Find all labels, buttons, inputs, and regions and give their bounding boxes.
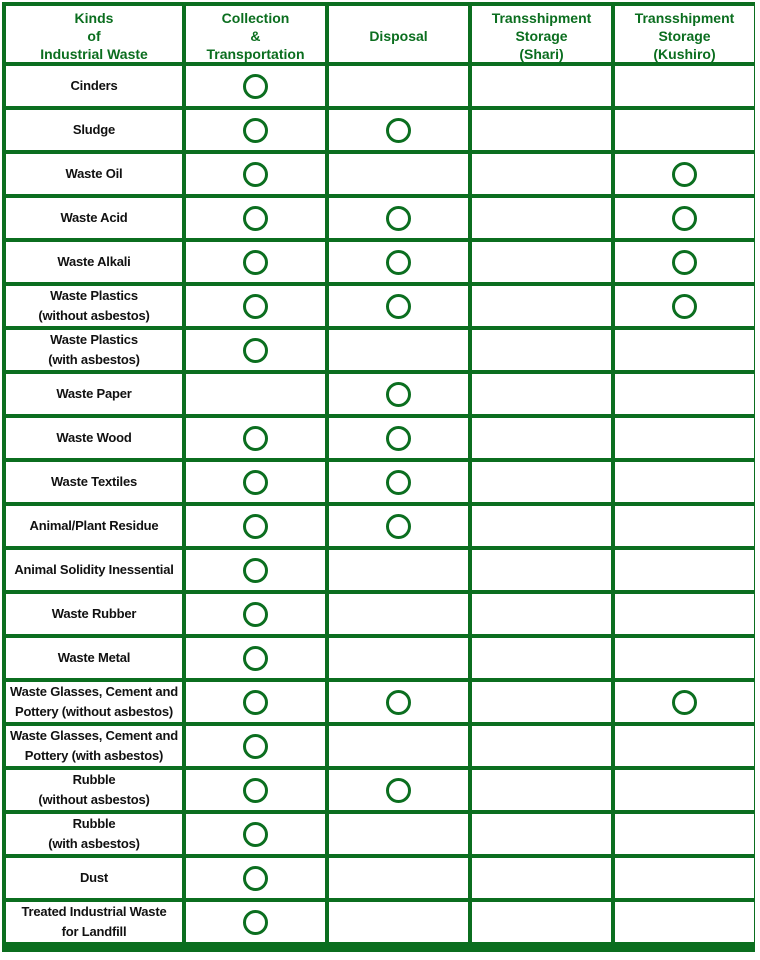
circle-mark-icon xyxy=(243,206,268,231)
table-cell-collection-transportation xyxy=(186,418,325,458)
table-cell-transshipment-kushiro xyxy=(615,814,754,854)
table-cell-transshipment-shari xyxy=(472,66,611,106)
table-cell-transshipment-kushiro xyxy=(615,286,754,326)
circle-mark-icon xyxy=(243,690,268,715)
table-cell-transshipment-shari xyxy=(472,462,611,502)
header-transshipment-storage-kushiro: Transshipment Storage (Kushiro) xyxy=(615,6,754,62)
table-cell-disposal xyxy=(329,66,468,106)
circle-mark-icon xyxy=(386,118,411,143)
table-cell-collection-transportation xyxy=(186,198,325,238)
table-cell-transshipment-kushiro xyxy=(615,858,754,898)
circle-mark-icon xyxy=(243,558,268,583)
header-collection-transportation: Collection & Transportation xyxy=(186,6,325,62)
waste-kind-label: Rubble (with asbestos) xyxy=(6,814,182,854)
waste-kind-label: Animal Solidity Inessential xyxy=(6,550,182,590)
table-cell-transshipment-kushiro xyxy=(615,682,754,722)
table-cell-transshipment-shari xyxy=(472,638,611,678)
table-cell-transshipment-shari xyxy=(472,110,611,150)
waste-kind-label: Waste Oil xyxy=(6,154,182,194)
waste-kind-label: Waste Plastics (without asbestos) xyxy=(6,286,182,326)
table-cell-transshipment-shari xyxy=(472,154,611,194)
circle-mark-icon xyxy=(243,514,268,539)
waste-kind-label: Waste Alkali xyxy=(6,242,182,282)
table-cell-transshipment-shari xyxy=(472,506,611,546)
industrial-waste-table xyxy=(2,2,755,952)
circle-mark-icon xyxy=(672,250,697,275)
table-cell-collection-transportation xyxy=(186,726,325,766)
table-cell-collection-transportation xyxy=(186,858,325,898)
table-cell-disposal xyxy=(329,242,468,282)
table-cell-collection-transportation xyxy=(186,814,325,854)
table-cell-transshipment-kushiro xyxy=(615,418,754,458)
table-cell-disposal xyxy=(329,154,468,194)
circle-mark-icon xyxy=(386,690,411,715)
table-cell-transshipment-kushiro xyxy=(615,638,754,678)
table-cell-disposal xyxy=(329,638,468,678)
table-cell-collection-transportation xyxy=(186,286,325,326)
table-cell-disposal xyxy=(329,506,468,546)
table-cell-transshipment-shari xyxy=(472,594,611,634)
table-cell-disposal xyxy=(329,110,468,150)
header-transshipment-storage-shari: Transshipment Storage (Shari) xyxy=(472,6,611,62)
table-cell-disposal xyxy=(329,198,468,238)
table-cell-transshipment-kushiro xyxy=(615,198,754,238)
circle-mark-icon xyxy=(243,118,268,143)
table-cell-transshipment-shari xyxy=(472,330,611,370)
table-cell-collection-transportation xyxy=(186,154,325,194)
waste-kind-label: Waste Textiles xyxy=(6,462,182,502)
table-cell-collection-transportation xyxy=(186,594,325,634)
circle-mark-icon xyxy=(243,250,268,275)
table-cell-collection-transportation xyxy=(186,638,325,678)
table-cell-transshipment-kushiro xyxy=(615,462,754,502)
table-cell-transshipment-shari xyxy=(472,198,611,238)
header-kinds-of-industrial-waste: Kinds of Industrial Waste xyxy=(6,6,182,62)
header-disposal: Disposal xyxy=(329,6,468,62)
waste-kind-label: Waste Plastics (with asbestos) xyxy=(6,330,182,370)
table-cell-transshipment-kushiro xyxy=(615,770,754,810)
circle-mark-icon xyxy=(243,778,268,803)
waste-kind-label: Waste Glasses, Cement and Pottery (with asbestos) xyxy=(6,726,182,766)
waste-kind-label: Treated Industrial Waste for Landfill xyxy=(6,902,182,942)
circle-mark-icon xyxy=(386,206,411,231)
table-cell-transshipment-shari xyxy=(472,374,611,414)
circle-mark-icon xyxy=(243,162,268,187)
waste-kind-label: Animal/Plant Residue xyxy=(6,506,182,546)
waste-kind-label: Waste Acid xyxy=(6,198,182,238)
waste-kind-label: Waste Glasses, Cement and Pottery (without asbestos) xyxy=(6,682,182,722)
waste-kind-label: Sludge xyxy=(6,110,182,150)
table-cell-transshipment-shari xyxy=(472,814,611,854)
table-cell-transshipment-shari xyxy=(472,858,611,898)
circle-mark-icon xyxy=(386,470,411,495)
waste-kind-label: Dust xyxy=(6,858,182,898)
table-cell-transshipment-shari xyxy=(472,902,611,942)
table-cell-collection-transportation xyxy=(186,462,325,502)
table-cell-transshipment-kushiro xyxy=(615,154,754,194)
circle-mark-icon xyxy=(386,778,411,803)
table-cell-transshipment-shari xyxy=(472,770,611,810)
waste-kind-label: Waste Rubber xyxy=(6,594,182,634)
table-cell-transshipment-kushiro xyxy=(615,594,754,634)
waste-kind-label: Rubble (without asbestos) xyxy=(6,770,182,810)
circle-mark-icon xyxy=(243,426,268,451)
table-cell-disposal xyxy=(329,902,468,942)
table-cell-transshipment-shari xyxy=(472,418,611,458)
table-cell-transshipment-shari xyxy=(472,682,611,722)
circle-mark-icon xyxy=(243,866,268,891)
table-cell-transshipment-shari xyxy=(472,726,611,766)
table-cell-transshipment-shari xyxy=(472,242,611,282)
table-cell-transshipment-kushiro xyxy=(615,110,754,150)
circle-mark-icon xyxy=(386,514,411,539)
circle-mark-icon xyxy=(386,426,411,451)
circle-mark-icon xyxy=(243,910,268,935)
table-cell-collection-transportation xyxy=(186,330,325,370)
table-cell-transshipment-kushiro xyxy=(615,66,754,106)
table-cell-disposal xyxy=(329,858,468,898)
circle-mark-icon xyxy=(243,338,268,363)
waste-kind-label: Cinders xyxy=(6,66,182,106)
waste-kind-label: Waste Metal xyxy=(6,638,182,678)
circle-mark-icon xyxy=(386,382,411,407)
waste-kind-label: Waste Paper xyxy=(6,374,182,414)
table-cell-transshipment-kushiro xyxy=(615,506,754,546)
table-cell-disposal xyxy=(329,726,468,766)
circle-mark-icon xyxy=(243,734,268,759)
table-cell-transshipment-shari xyxy=(472,550,611,590)
table-cell-disposal xyxy=(329,374,468,414)
table-cell-transshipment-kushiro xyxy=(615,242,754,282)
table-cell-disposal xyxy=(329,682,468,722)
table-cell-transshipment-kushiro xyxy=(615,374,754,414)
table-cell-disposal xyxy=(329,286,468,326)
table-cell-collection-transportation xyxy=(186,770,325,810)
table-cell-disposal xyxy=(329,594,468,634)
table-cell-collection-transportation xyxy=(186,242,325,282)
table-cell-disposal xyxy=(329,814,468,854)
circle-mark-icon xyxy=(672,162,697,187)
table-cell-transshipment-kushiro xyxy=(615,330,754,370)
circle-mark-icon xyxy=(243,822,268,847)
circle-mark-icon xyxy=(243,470,268,495)
table-cell-transshipment-shari xyxy=(472,286,611,326)
table-cell-collection-transportation xyxy=(186,110,325,150)
table-cell-disposal xyxy=(329,550,468,590)
table-cell-collection-transportation xyxy=(186,506,325,546)
table-cell-disposal xyxy=(329,462,468,502)
circle-mark-icon xyxy=(672,690,697,715)
table-cell-collection-transportation xyxy=(186,550,325,590)
circle-mark-icon xyxy=(243,74,268,99)
table-cell-disposal xyxy=(329,770,468,810)
circle-mark-icon xyxy=(243,294,268,319)
table-cell-transshipment-kushiro xyxy=(615,550,754,590)
circle-mark-icon xyxy=(243,646,268,671)
waste-kind-label: Waste Wood xyxy=(6,418,182,458)
circle-mark-icon xyxy=(672,294,697,319)
table-cell-collection-transportation xyxy=(186,66,325,106)
circle-mark-icon xyxy=(386,250,411,275)
circle-mark-icon xyxy=(386,294,411,319)
circle-mark-icon xyxy=(243,602,268,627)
table-cell-transshipment-kushiro xyxy=(615,726,754,766)
circle-mark-icon xyxy=(672,206,697,231)
table-cell-disposal xyxy=(329,418,468,458)
table-cell-disposal xyxy=(329,330,468,370)
table-cell-collection-transportation xyxy=(186,682,325,722)
table-cell-collection-transportation xyxy=(186,902,325,942)
table-cell-collection-transportation xyxy=(186,374,325,414)
table-cell-transshipment-kushiro xyxy=(615,902,754,942)
